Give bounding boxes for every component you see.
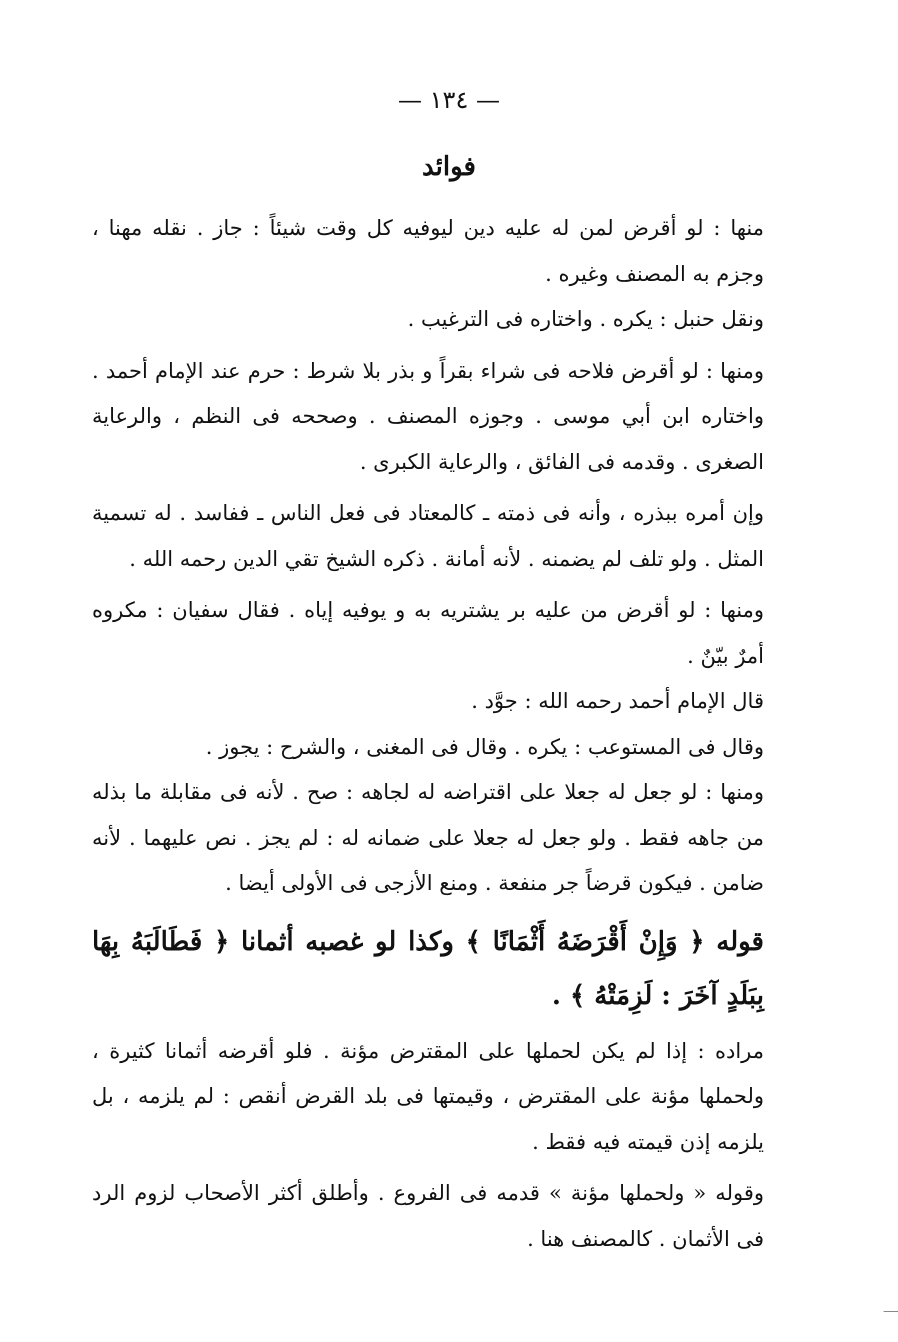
paragraph: منها : لو أقرض لمن له عليه دين ليوفيه كل وقت شيئاً : جاز . نقله مهنا ، وجزم به المصنف وغيره . [92,216,764,286]
paragraph: قال الإمام أحمد رحمه الله : جوَّد . [471,689,764,713]
paragraph: مراده : إذا لم يكن لحملها على المقترض مؤنة . فلو أقرضه أثمانا كثيرة ، ولحملها مؤنة على المقترض ، وقيمتها فى بلد القرض أنقص : لم يلزمه ، بل يلزمه إذن قيمته فيه فقط . [92,1038,764,1154]
paragraph: وقوله « ولحملها مؤنة » قدمه فى الفروع . وأطلق أكثر الأصحاب لزوم الرد فى الأثمان . كالمصنف هنا . [92,1181,764,1251]
page-corner-mark [858,1311,898,1342]
quoted-verse: قوله ﴿ وَإِنْ أَقْرَضَهُ أَثْمَانًا ﴾ وكذا لو غصبه أثمانا ﴿ فَطَالَبَهُ بِهَا بِبَلَدٍ آخَرَ : لَزِمَتْهُ ﴾ . [92,926,764,1011]
paragraph: ونقل حنبل : يكره . واختاره فى الترغيب . [407,307,764,331]
section-heading: فوائد [422,152,476,182]
page-number: — ١٣٤ — [398,86,500,114]
paragraph: وقال فى المستوعب : يكره . وقال فى المغنى ، والشرح : يجوز . [205,734,764,759]
paragraph: ومنها : لو أقرض فلاحه فى شراء بقراً و بذر بلا شرط : حرم عند الإمام أحمد . واختاره ابن أبي موسى . وجوزه المصنف . وصححه فى النظم ، والرعاية الصغرى . وقدمه فى الفائق ، والرعاية الكبرى . [92,358,764,474]
paragraph: ومنها : لو جعل له جعلا على اقتراضه له لجاهه : صح . لأنه فى مقابلة ما بذله من جاهه فقط . ولو جعل له جعلا على ضمانه له : لم يجز . نص عليهما . لأنه ضامن . فيكون قرضاً جر منفعة . ومنع الأزجى فى الأولى أيضا . [92,780,764,895]
page-body [92,206,764,1262]
paragraph: ومنها : لو أقرض من عليه بر يشتريه به و يوفيه إياه . فقال سفيان : مكروه أمرٌ بيّنٌ . [92,598,764,668]
paragraph: وإن أمره ببذره ، وأنه فى ذمته ـ كالمعتاد فى فعل الناس ـ ففاسد . له تسمية المثل . ولو تلف لم يضمنه . لأنه أمانة . ذكره الشيخ تقي الدين رحمه الله . [92,501,764,571]
